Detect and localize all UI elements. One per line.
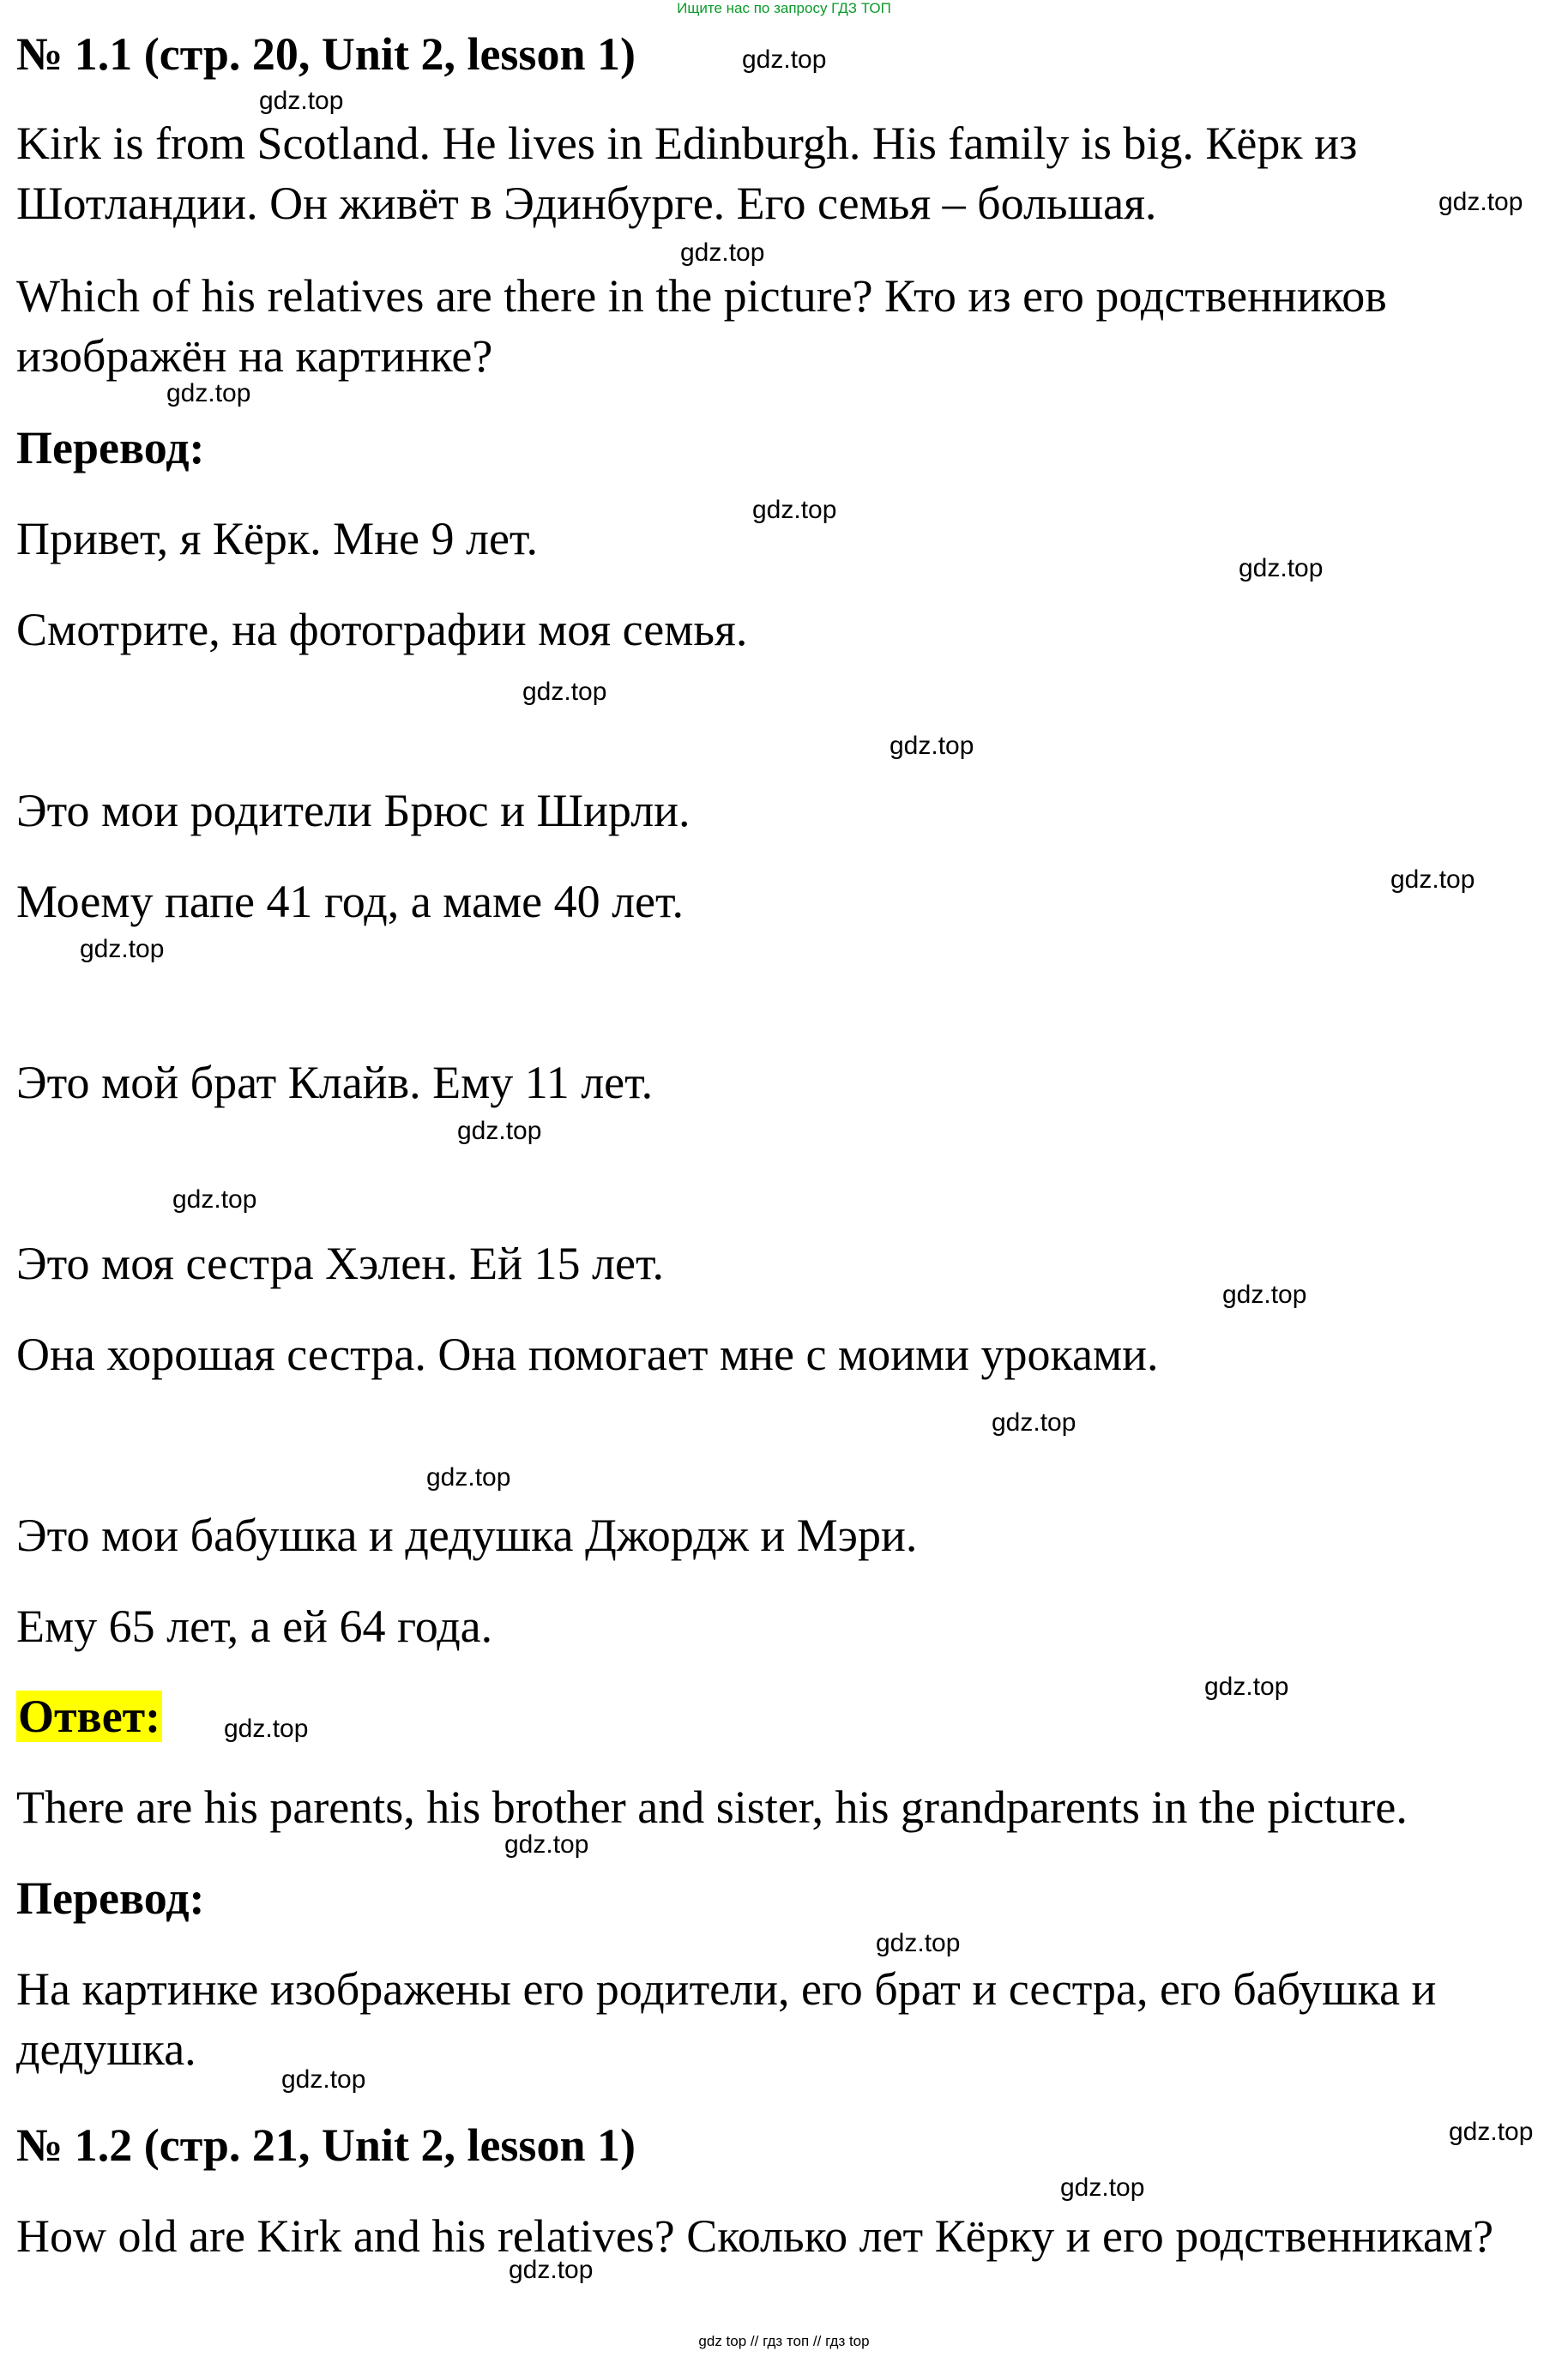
- top-banner[interactable]: Ищите нас по запросу ГДЗ ТОП: [677, 0, 891, 16]
- answer-translation: На картинке изображены его родители, его брат и сестра, его бабушка и дедушка.: [16, 1963, 1437, 2075]
- translation-line-3: Это мои родители Брюс и Ширли.: [16, 785, 691, 836]
- task1-translation-label: Перевод:: [16, 422, 205, 473]
- watermark: gdz.top: [1204, 1673, 1289, 1701]
- watermark: gdz.top: [1449, 2118, 1534, 2146]
- watermark: gdz.top: [509, 2256, 594, 2284]
- translation-line-1: Привет, я Кёрк. Мне 9 лет.: [16, 513, 538, 564]
- watermark: gdz.top: [1239, 554, 1324, 582]
- task2-question: How old are Kirk and his relatives? Сколько лет Кёрку и его родственникам?: [16, 2210, 1494, 2262]
- watermark: gdz.top: [259, 87, 344, 115]
- translation-line-8: Это мои бабушка и дедушка Джордж и Мэри.: [16, 1510, 918, 1561]
- task1-heading: № 1.1 (стр. 20, Unit 2, lesson 1): [16, 28, 636, 80]
- watermark: gdz.top: [1390, 865, 1475, 894]
- task1-intro: Kirk is from Scotland. He lives in Edinburgh. His family is big. Кёрк из Шотландии. Он живёт в Эдинбурге. Его семья – большая.: [16, 118, 1358, 229]
- watermark: gdz.top: [752, 496, 837, 524]
- watermark: gdz.top: [680, 238, 765, 267]
- watermark: gdz.top: [992, 1408, 1076, 1437]
- task2-heading: № 1.2 (стр. 21, Unit 2, lesson 1): [16, 2119, 636, 2171]
- answer-translation-label: Перевод:: [16, 1872, 205, 1924]
- watermark: gdz.top: [426, 1463, 511, 1492]
- task1-question: Which of his relatives are there in the picture? Кто из его родственников изображён на картинке?: [16, 270, 1387, 382]
- watermark: gdz.top: [166, 379, 251, 407]
- watermark: gdz.top: [890, 732, 974, 760]
- watermark: gdz.top: [224, 1715, 309, 1743]
- watermark: gdz.top: [522, 678, 607, 706]
- watermark: gdz.top: [457, 1117, 542, 1145]
- watermark: gdz.top: [281, 2065, 366, 2094]
- translation-line-2: Смотрите, на фотографии моя семья.: [16, 604, 748, 655]
- answer-label: Ответ:: [18, 1691, 161, 1742]
- watermark: gdz.top: [742, 45, 827, 74]
- watermark: gdz.top: [80, 935, 165, 963]
- translation-line-6: Это моя сестра Хэлен. Ей 15 лет.: [16, 1238, 664, 1289]
- translation-line-7: Она хорошая сестра. Она помогает мне с моими уроками.: [16, 1329, 1159, 1380]
- answer-text: There are his parents, his brother and sister, his grandparents in the picture.: [16, 1781, 1408, 1833]
- watermark: gdz.top: [172, 1185, 257, 1214]
- translation-line-5: Это мой брат Клайв. Ему 11 лет.: [16, 1057, 654, 1108]
- translation-line-9: Ему 65 лет, а ей 64 года.: [16, 1600, 493, 1652]
- watermark: gdz.top: [1222, 1281, 1307, 1309]
- watermark: gdz.top: [876, 1929, 961, 1957]
- translation-line-4: Моему папе 41 год, а маме 40 лет.: [16, 876, 684, 927]
- footer-watermark: gdz top // гдз топ // гдз top: [698, 2333, 870, 2349]
- watermark: gdz.top: [1438, 188, 1523, 216]
- watermark: gdz.top: [1060, 2173, 1145, 2202]
- watermark: gdz.top: [504, 1830, 589, 1859]
